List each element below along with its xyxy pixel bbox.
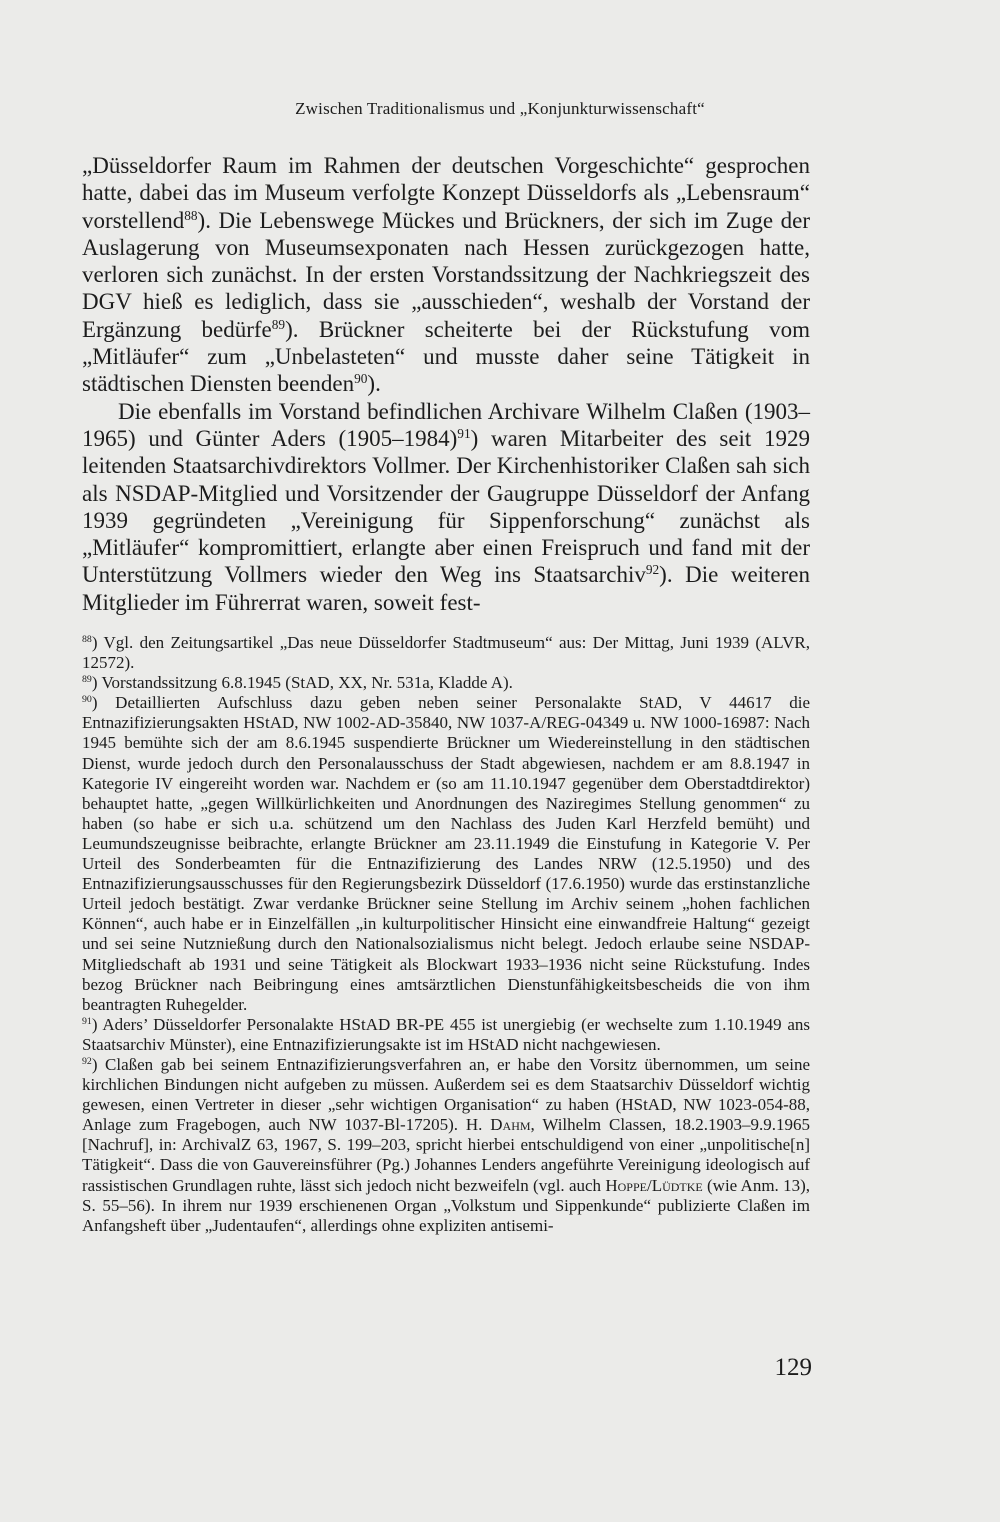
text-run: ) Vorstandssitzung 6.8.1945 (StAD, XX, Nr. 531a, Kladde A). [91,673,513,693]
footnote-marker: 88 [82,634,92,646]
text-run: Die ebenfalls im Vorstand befindlichen Archivare Wilhelm Claßen (1903–1965) und Günter Aders (1905–1984) [82,398,810,451]
footnote [82,693,810,1015]
text-run: ). Die Lebenswege Mückes und Brückners, der sich im Zuge der Auslagerung von Museumsexponaten nach Hessen zurückgezogen hatte, verloren sich zunächst. In der ersten Vorstandssitzung der Nachkriegszeit des DGV hieß es lediglich, dass sie „ausschieden“, weshalb der Vorstand der Ergänzung bedürfe [82,207,810,342]
author-name: Dahm [490,1115,531,1135]
text-run: ). Die weiteren Mitglieder im Führerrat waren, soweit fest- [82,562,811,615]
text-run: (wie Anm. 13), S. 55–56). In ihrem nur 1939 erschienenen Organ „Volkstum und Sippenkunde“ publizierte Claßen im Anfangsheft über „Judentaufen“, allerdings ohne expliziten antisemi- [82,1175,810,1235]
footnote-marker: 91 [457,425,471,441]
footnote-marker: 90 [354,371,368,387]
footnote [82,633,810,673]
footnote [82,1055,810,1236]
text-run: ) Detaillierten Aufschluss dazu geben neben seiner Personalakte StAD, V 44617 die Entnazifizierungsakten HStAD, NW 1002-AD-35840, NW 1037-A/REG-04349 u. NW 1000-16987: Nach 1945 bemühte sich der am 8.6.1945 suspendierte Brückner um Wiedereinstellung in den städtischen Dienst, wurde jedoch durch den Personalausschuss der Stadt abgewiesen, nachdem er am 8.8.1947 in Kategorie IV eingereiht worden war. Nachdem er (so am 11.10.1947 gegenüber dem Oberstadtdirektor) behauptet hatte, „gegen Willkürlichkeiten und Anordnungen des Naziregimes Stellung genommen“ zu haben (so habe er sich u.a. schützend um den Nachlass des Juden Karl Herzfeld bemüht) und Leumundszeugnisse beibrachte, erlangte Brückner am 23.11.1949 die Einstufung in Kategorie V. Per Urteil des Sonderbeamten für die Entnazifizierung des Landes NRW (12.5.1950) und des Entnazifizierungsausschusses für den Regierungsbezirk Düsseldorf (17.6.1950) wurde das erstinstanzliche Urteil jedoch bestätigt. Zwar verdanke Brückner seine Stellung im Archiv seinem „hohen fachlichen Können“, auch habe er in Einzelfällen „in kulturpolitischer Hinsicht eine einwandfreie Haltung“ gezeigt und sei seine Nutznießung durch den Nationalsozialismus nicht belegt. Jedoch erlaube seine NSDAP-Mitgliedschaft ab 1931 und seine Tätigkeit als Blockwart 1933–1936 nicht seine Rückstufung. Indes bezog Brückner nach Beibringung eines amtsärztlichen Dienstunfähigkeitsbescheids die von ihm beantragten Ruhegelder. [82,693,810,1014]
text-run: „Düsseldorfer Raum im Rahmen der deutschen Vorgeschichte“ gesprochen hatte, dabei das im Museum verfolgte Konzept Düsseldorfs als „Lebensraum“ vorstellend [82,153,810,233]
footnote-marker: 91 [82,1015,92,1027]
footnote-marker: 92 [82,1056,92,1068]
author-name: Hoppe/Lüdtke [605,1175,703,1195]
text-run: ) Aders’ Düsseldorfer Personalakte HStAD BR-PE 455 ist unergiebig (er wechselte zum 1.10.1949 ans Staatsarchiv Münster), eine Entnazifizierungsakte ist im HStAD nicht nachgewiesen. [82,1014,810,1054]
paragraph [82,398,810,616]
footnotes [82,633,810,1236]
footnote-marker: 89 [82,674,92,686]
text-run: ) waren Mitarbeiter des seit 1929 leitenden Staatsarchivdirektors Vollmer. Der Kirchenhistoriker Claßen sah sich als NSDAP-Mitglied und Vorsitzender der Gaugruppe Düsseldorf der Anfang 1939 gegründeten „Vereinigung für Sippenforschung“ zunächst als „Mitläufer“ kompromittiert, erlangte aber einen Freispruch und fand mit der Unterstützung Vollmers wieder den Weg ins Staatsarchiv [82,425,810,588]
text-run: ). [367,371,381,397]
footnote [82,1015,810,1055]
footnote [82,673,810,693]
main-text [82,152,810,616]
paragraph [82,152,810,398]
text-run: ) Claßen gab bei seinem Entnazifizierungsverfahren an, er habe den Vorsitz übernommen, um seine kirchlichen Bindungen nicht aufgeben zu müssen. Außerdem sei es dem Staatsarchiv Düsseldorf wichtig gewesen, einen Vertreter in dieser „sehr wichtigen Organisation“ zu haben (HStAD, NW 1023-054-88, Anlage zum Fragebogen, auch NW 1037-Bl-17205). H. [82,1054,810,1135]
running-head: Zwischen Traditionalismus und „Konjunkturwissenschaft“ [295,99,705,118]
footnote-marker: 90 [82,694,92,706]
footnote-marker: 89 [271,316,286,332]
footnote-marker: 88 [184,207,198,223]
text-run: , Wilhelm Classen, 18.2.1903–9.9.1965 [Nachruf], in: ArchivalZ 63, 1967, S. 199–203, spricht hierbei entschuldigend von einer „unpolitische[n] Tätigkeit“. Dass die von Gauvereinsführer (Pg.) Johannes Lenders angeführte Vereinigung ideologisch auf rassistischen Grundlagen ruhte, lässt sich jedoch nicht bezweifeln (vgl. auch [82,1115,810,1195]
text-run: ) Vgl. den Zeitungsartikel „Das neue Düsseldorfer Stadtmuseum“ aus: Der Mittag, Juni 1939 (ALVR, 12572). [82,633,810,673]
text-run: ). Brückner scheiterte bei der Rückstufung vom „Mitläufer“ zum „Unbelasteten“ und musste daher seine Tätigkeit in städtischen Diensten beenden [82,316,810,397]
page-number: 129 [774,1354,812,1381]
footnote-marker: 92 [645,562,660,578]
